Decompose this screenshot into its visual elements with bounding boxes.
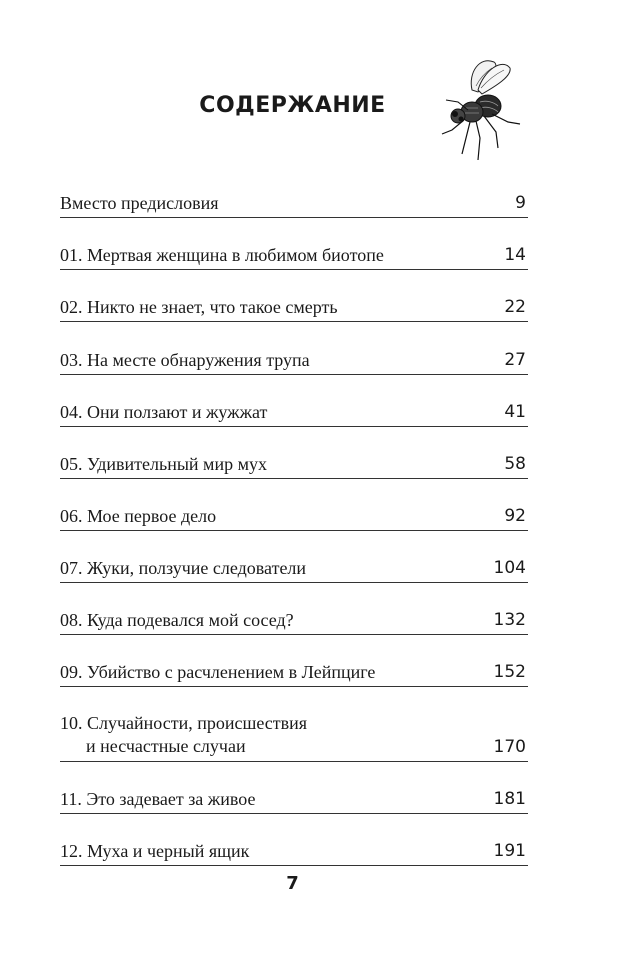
toc-divider [60, 321, 528, 322]
toc-entry-title: 07. Жуки, ползучие следователи [60, 558, 307, 578]
toc-entry-page: 22 [504, 297, 526, 317]
page-number: 7 [286, 873, 299, 894]
toc-entry-page: 132 [493, 610, 526, 630]
toc-entry [60, 647, 528, 687]
toc-entry-title: 05. Удивительный мир мух [60, 454, 267, 474]
toc-divider [60, 634, 528, 635]
toc-entry [60, 387, 528, 427]
toc-entry [60, 491, 528, 531]
toc-divider [60, 865, 528, 866]
toc-entry-page: 181 [493, 789, 526, 809]
toc-entry-title: 06. Мое первое дело [60, 506, 217, 526]
toc-entry [60, 774, 528, 814]
contents-heading: СОДЕРЖАНИЕ [199, 93, 386, 118]
toc-entry-title: 12. Муха и черный ящик [60, 841, 250, 861]
toc-entry-page: 191 [493, 841, 526, 861]
toc-entry-page: 41 [504, 402, 526, 422]
toc-entry-title-line1: 10. Случайности, происшествия [60, 713, 308, 733]
toc-entry-page: 58 [504, 454, 526, 474]
toc-entry-title: 11. Это задевает за живое [60, 789, 256, 809]
fly-illustration-icon [428, 50, 528, 170]
toc-divider [60, 813, 528, 814]
toc-entry [60, 704, 528, 762]
toc-entry-page: 27 [504, 350, 526, 370]
toc-entry [60, 230, 528, 270]
toc-divider [60, 426, 528, 427]
toc-divider [60, 582, 528, 583]
toc-divider [60, 217, 528, 218]
toc-divider [60, 478, 528, 479]
toc-divider [60, 686, 528, 687]
toc-entry-title: Вместо предисловия [60, 193, 219, 213]
toc-entry-page: 92 [504, 506, 526, 526]
toc-entry-title: 01. Мертвая женщина в любимом биотопе [60, 245, 384, 265]
toc-entry [60, 178, 528, 218]
toc-entry-title [60, 712, 307, 758]
toc-entry-title: 03. На месте обнаружения трупа [60, 350, 310, 370]
toc-entry [60, 335, 528, 375]
toc-entry-page: 170 [493, 737, 526, 757]
toc-entry [60, 282, 528, 322]
toc-entry [60, 826, 528, 866]
toc-entry-title: 09. Убийство с расчленением в Лейпциге [60, 662, 376, 682]
toc-divider [60, 530, 528, 531]
toc-divider [60, 269, 528, 270]
toc-entry [60, 543, 528, 583]
toc-entry [60, 439, 528, 479]
toc-entry-page: 104 [493, 558, 526, 578]
toc-entry-title: 08. Куда подевался мой сосед? [60, 610, 294, 630]
toc-divider [60, 761, 528, 762]
toc-entry-page: 14 [504, 245, 526, 265]
toc-entry [60, 595, 528, 635]
toc-entry-title: 04. Они ползают и жужжат [60, 402, 268, 422]
toc-entry-title: 02. Никто не знает, что такое смерть [60, 297, 338, 317]
toc-entry-page: 9 [515, 193, 526, 213]
toc-entry-page: 152 [493, 662, 526, 682]
toc-divider [60, 374, 528, 375]
toc-entry-title-line2: и несчастные случаи [86, 736, 246, 756]
